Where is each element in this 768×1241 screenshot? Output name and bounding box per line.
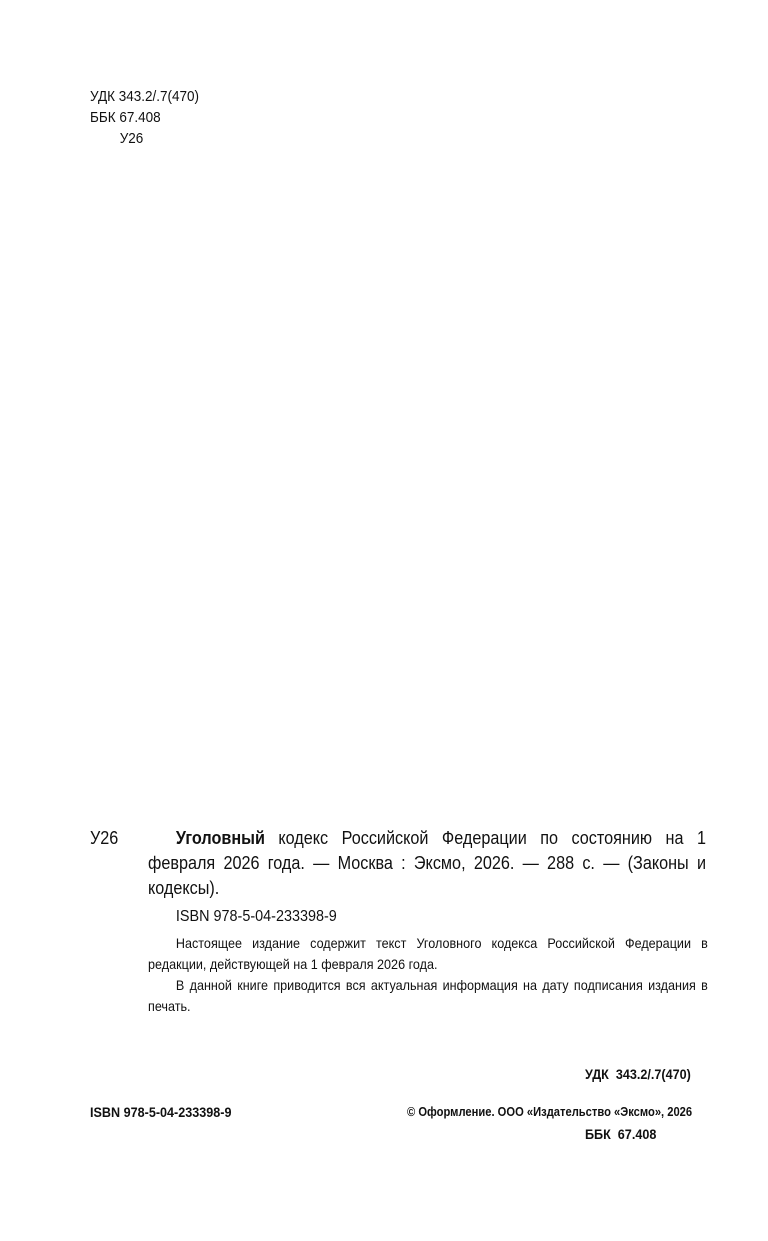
top-classification-block [90, 86, 199, 149]
top-bbk-code: ББК 67.408 [90, 109, 161, 126]
annotation-paragraph-2: В данной книге приводится вся актуальная информация на дату подписания издания в печать. [148, 977, 708, 1014]
bottom-bbk-code: ББК 67.408 [585, 1126, 657, 1142]
record-isbn: ISBN 978-5-04-233398-9 [175, 908, 337, 925]
record-description [148, 826, 706, 901]
footer-isbn: ISBN 978-5-04-233398-9 [90, 1104, 232, 1120]
record-title-bold: Уголовный [175, 828, 265, 848]
bottom-classification-block [585, 1024, 691, 1164]
bottom-udk-code: УДК 343.2/.7(470) [585, 1066, 691, 1082]
annotation [148, 933, 708, 1017]
record-author-sign: У26 [90, 828, 119, 848]
annotation-paragraph-1: Настоящее издание содержит текст Уголовного кодекса Российской Федерации в редакции, действующей на 1 февраля 2026 года. [148, 935, 708, 972]
bibliographic-record [148, 826, 706, 928]
top-udk-code: УДК 343.2/.7(470) [90, 88, 200, 105]
footer-copyright: © Оформление. ООО «Издательство «Эксмо», 2026 [407, 1104, 693, 1119]
top-author-sign: У26 [119, 130, 144, 147]
record-title-rest: кодекс Российской Федерации по состоянию на 1 февраля 2026 года. — Москва : Эксмо, 2026. — 288 с. — (Законы и кодексы). [148, 828, 706, 898]
